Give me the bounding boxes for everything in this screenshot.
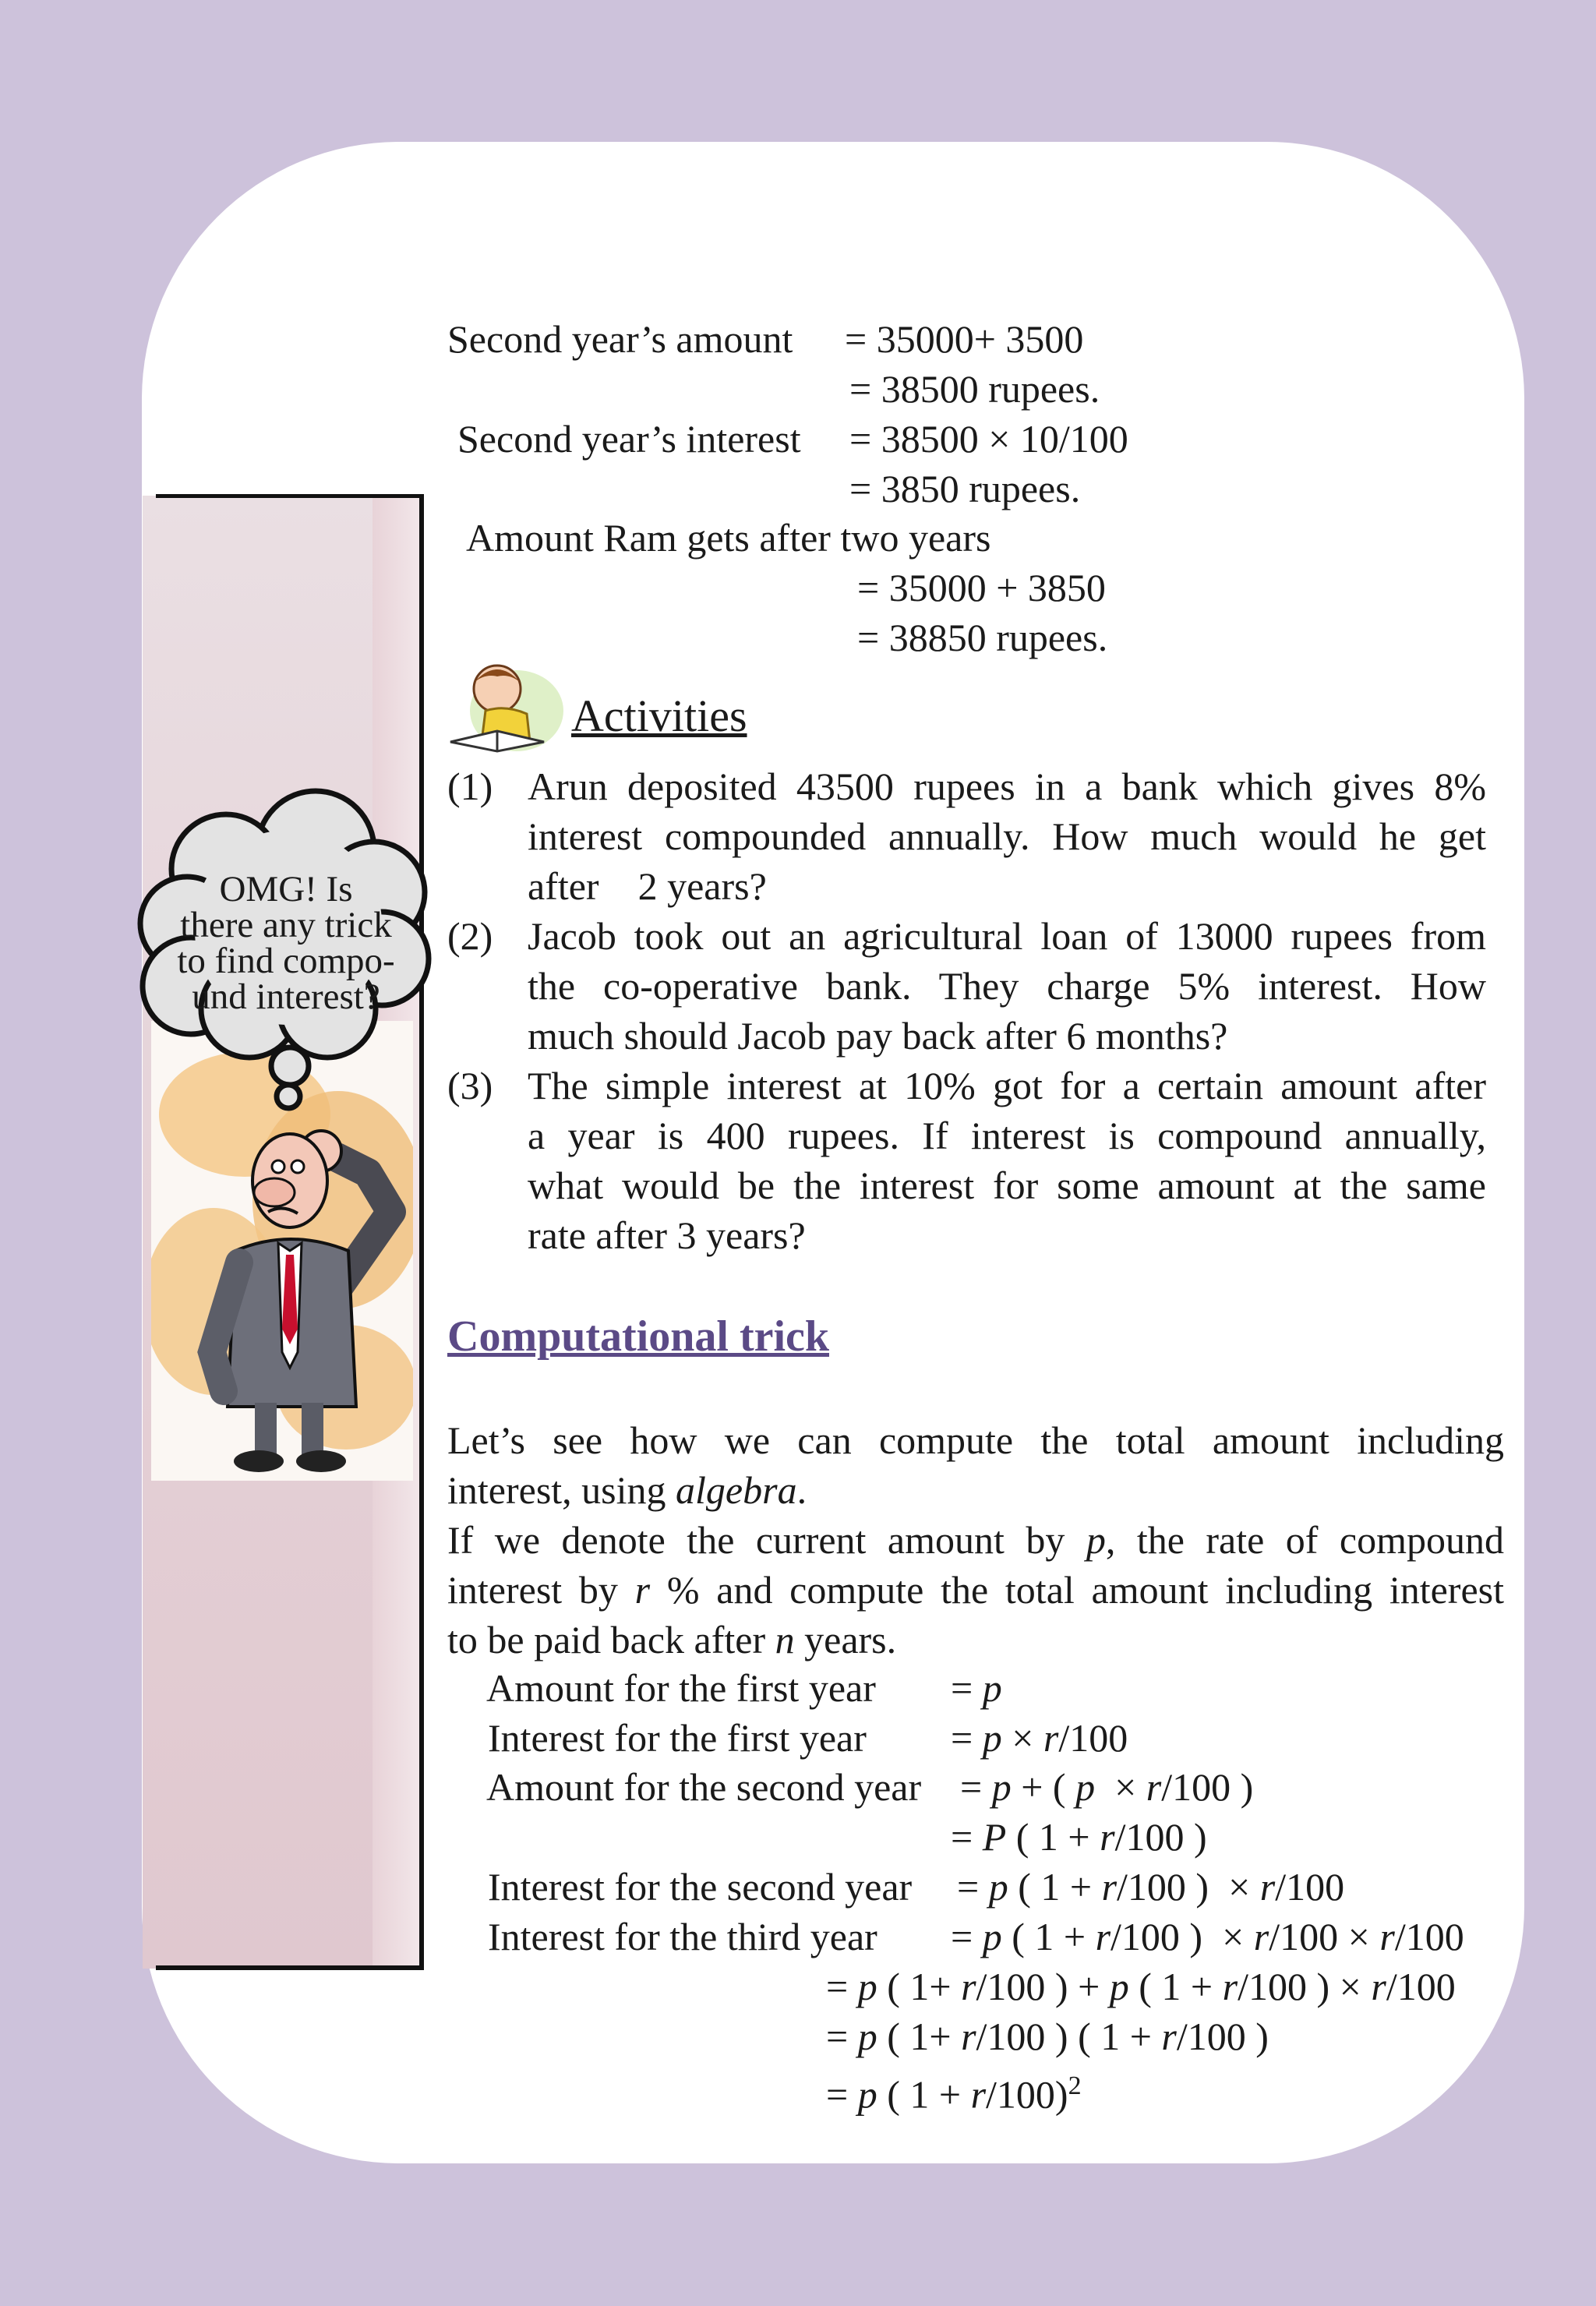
formula-label: Amount for the first year [486, 1666, 876, 1710]
computational-trick-heading: Computational trick [447, 1312, 829, 1361]
text-span: r [961, 2015, 976, 2058]
text-span: = [826, 2015, 858, 2058]
text-span: to be paid back after [447, 1618, 775, 1662]
text-span: algebra [676, 1468, 797, 1512]
text-span: /100 ) + [976, 1965, 1110, 2008]
calc-line-label: Second year’s interest [457, 417, 801, 461]
text-span: = [951, 1716, 983, 1760]
calc-line-label: Amount Ram gets after two years [466, 516, 991, 560]
formula-label: Interest for the third year [488, 1915, 877, 1958]
text-span: r [1371, 1965, 1386, 2008]
text-span: r [1253, 1915, 1269, 1958]
text-span: /100 ) ( 1 + [976, 2015, 1162, 2058]
text-span: P [982, 1815, 1007, 1859]
formula-value [951, 1664, 1002, 1712]
calc-line-value: = 35000 + 3850 [857, 566, 1106, 609]
text-span: = [960, 1765, 992, 1809]
text-span: = [826, 1965, 858, 2008]
formula-label: Amount for the second year [486, 1765, 922, 1809]
text-span: = [826, 2072, 858, 2117]
text-span: If we denote the current amount by [447, 1518, 1086, 1562]
text-span: /100 ) × [1117, 1865, 1260, 1909]
text-span: /100 [1058, 1716, 1128, 1760]
text-span: r [961, 1965, 976, 2008]
text-span: p [857, 2015, 877, 2058]
paragraph-line: Let’s see how we can compute the total amount including [447, 1418, 1504, 1462]
text-span: /100 ) [1114, 1815, 1207, 1859]
formula-value [951, 1912, 1464, 1961]
thought-line: und interest? [192, 976, 380, 1017]
formula-label: Interest for the first year [488, 1716, 867, 1760]
text-span: p [991, 1765, 1012, 1809]
text-span: r [970, 2072, 987, 2117]
activity-line: interest compounded annually. How much would he get [528, 814, 1486, 858]
paragraph-line [447, 1515, 1504, 1565]
text-span: = [951, 1815, 983, 1859]
text-span: /100 ) [1176, 2015, 1269, 2058]
text-span: + ( [1011, 1765, 1076, 1809]
activity-line: after 2 years? [528, 864, 767, 908]
calc-line-value: = 38500 rupees. [849, 367, 1100, 411]
formula-label: Interest for the second year [488, 1865, 913, 1909]
text-span: years. [794, 1618, 897, 1662]
formula-value [826, 2012, 1269, 2061]
thought-line: there any trick [180, 905, 392, 945]
text-span: ( 1 + [1001, 1915, 1096, 1958]
text-span: /100 [1386, 1965, 1456, 2008]
text-span: p [1086, 1518, 1106, 1562]
activity-line: Arun deposited 43500 rupees in a bank which gives 8% [528, 765, 1486, 808]
thought-text [142, 871, 430, 1015]
activity-line: rate after 3 years? [528, 1213, 806, 1257]
text-span: p [982, 1666, 1002, 1710]
formula-value [951, 1714, 1128, 1762]
text-span: × [1001, 1716, 1043, 1760]
text-span: r [1043, 1716, 1059, 1760]
activities-heading: Activities [571, 690, 747, 741]
text-span: /100 [1394, 1915, 1464, 1958]
text-span: n [775, 1618, 795, 1662]
activity-line: The simple interest at 10% got for a certain amount after [528, 1064, 1486, 1107]
confused-man-icon [181, 1095, 415, 1477]
activity-number: (1) [447, 765, 493, 808]
calc-line-value: = 38850 rupees. [857, 616, 1108, 659]
text-span: ( 1 + [877, 2072, 971, 2117]
text-span: ( 1+ [877, 2015, 962, 2058]
text-span: /100 ) × [1238, 1965, 1372, 2008]
text-span: ( 1+ [877, 1965, 962, 2008]
text-span: p [982, 1915, 1002, 1958]
text-span: r [1161, 2015, 1177, 2058]
text-span: = [951, 1915, 983, 1958]
formula-value [957, 1863, 1344, 1911]
text-span: interest by [447, 1568, 635, 1612]
superscript: 2 [1068, 2071, 1082, 2100]
text-span: r [1101, 1865, 1118, 1909]
paragraph-line [447, 1565, 1504, 1615]
text-span: p [982, 1716, 1002, 1760]
text-span: p [857, 1965, 877, 2008]
thought-line: to find compo- [177, 941, 395, 981]
formula-value [960, 1763, 1253, 1811]
activity-number: (2) [447, 914, 493, 958]
thought-line: OMG! Is [219, 869, 353, 909]
text-span: /100 ) [1161, 1765, 1254, 1809]
activity-line: much should Jacob pay back after 6 months? [528, 1014, 1228, 1058]
text-span: r [1095, 1915, 1111, 1958]
activity-line: the co-operative bank. They charge 5% interest. How [528, 964, 1486, 1008]
formula-value [826, 2062, 1082, 2119]
text-span: p [1075, 1765, 1096, 1809]
paragraph-line [447, 1465, 1504, 1515]
text-span: /100 ) × [1110, 1915, 1254, 1958]
activity-line: Jacob took out an agricultural loan of 13000 rupees from [528, 914, 1486, 958]
calc-line-value: = 38500 × 10/100 [849, 417, 1128, 461]
text-span: × [1095, 1765, 1146, 1809]
text-span: r [634, 1568, 651, 1612]
text-span: r [1379, 1915, 1395, 1958]
text-span: ( 1 + [1006, 1815, 1100, 1859]
text-span: p [1109, 1965, 1129, 2008]
text-span: p [988, 1865, 1008, 1909]
text-span: /100 × [1269, 1915, 1380, 1958]
text-span: r [1259, 1865, 1276, 1909]
text-span: = [951, 1666, 983, 1710]
text-span: /100) [986, 2072, 1068, 2117]
activity-line: a year is 400 rupees. If interest is compound annually, [528, 1114, 1486, 1157]
activity-line: what would be the interest for some amount at the same [528, 1164, 1486, 1207]
text-span: = [957, 1865, 989, 1909]
text-span: ( 1 + [1008, 1865, 1102, 1909]
text-span: ( 1 + [1128, 1965, 1223, 2008]
text-span: , the rate of compound [1105, 1518, 1505, 1562]
paragraph-line [447, 1615, 1504, 1665]
text-span: % and compute the total amount including interest [650, 1568, 1504, 1612]
boy-reading-icon [443, 656, 567, 757]
calc-line-label: Second year’s amount [447, 317, 793, 361]
formula-value [951, 1813, 1207, 1861]
text-span: r [1100, 1815, 1115, 1859]
activity-number: (3) [447, 1064, 493, 1107]
text-span: interest, using [447, 1468, 676, 1512]
formula-value [826, 1962, 1456, 2011]
text-span: p [857, 2072, 877, 2117]
text-span: r [1146, 1765, 1162, 1809]
text-span: /100 [1275, 1865, 1345, 1909]
calc-line-value: = 3850 rupees. [849, 467, 1081, 510]
calc-line-value: = 35000+ 3500 [845, 317, 1084, 361]
text-span: r [1222, 1965, 1238, 2008]
text-span: . [796, 1468, 807, 1512]
